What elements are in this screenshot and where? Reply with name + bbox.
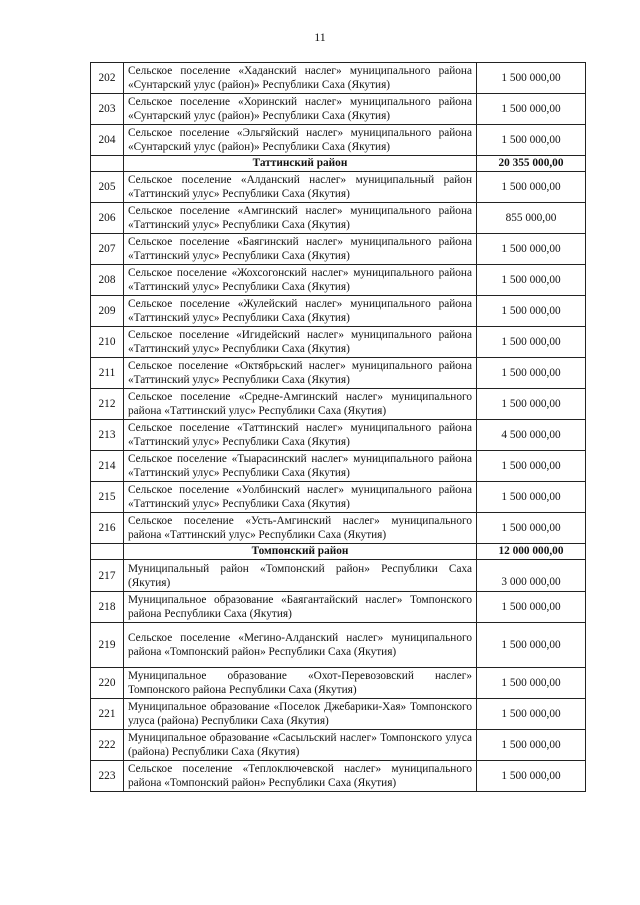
row-number: 210 <box>91 327 124 358</box>
budget-table <box>90 62 586 792</box>
amount: 1 500 000,00 <box>477 699 586 730</box>
row-number: 219 <box>91 623 124 668</box>
row-number: 206 <box>91 203 124 234</box>
district-num-cell <box>91 544 124 560</box>
amount: 1 500 000,00 <box>477 623 586 668</box>
recipient-name: Сельское поселение «Амгинский наслег» муниципального района «Таттинский улус» Республики Саха (Якутия) <box>124 203 477 234</box>
table-row <box>91 668 586 699</box>
recipient-name: Сельское поселение «Хоринский наслег» муниципального района «Сунтарский улус (район)» Республики Саха (Якутия) <box>124 94 477 125</box>
recipient-name: Муниципальное образование «Поселок Джебарики-Хая» Томпонского улуса (района) Республики Саха (Якутия) <box>124 699 477 730</box>
row-number: 214 <box>91 451 124 482</box>
recipient-name: Сельское поселение «Тыарасинский наслег» муниципального района «Таттинский улус» Республики Саха (Якутия) <box>124 451 477 482</box>
row-number: 222 <box>91 730 124 761</box>
table-row <box>91 761 586 792</box>
table-row <box>91 389 586 420</box>
recipient-name: Сельское поселение «Баягинский наслег» муниципального района «Таттинский улус» Республики Саха (Якутия) <box>124 234 477 265</box>
table-row <box>91 730 586 761</box>
table-row <box>91 513 586 544</box>
amount: 3 000 000,00 <box>477 560 586 592</box>
row-number: 205 <box>91 172 124 203</box>
row-number: 207 <box>91 234 124 265</box>
table-row <box>91 265 586 296</box>
table-row <box>91 623 586 668</box>
recipient-name: Муниципальный район «Томпонский район» Республики Саха (Якутия) <box>124 560 477 592</box>
amount: 1 500 000,00 <box>477 172 586 203</box>
recipient-name: Муниципальное образование «Сасыльский наслег» Томпонского улуса (района) Республики Саха (Якутия) <box>124 730 477 761</box>
district-name: Томпонский район <box>124 544 477 560</box>
recipient-name: Сельское поселение «Таттинский наслег» муниципального района «Таттинский улус» Республики Саха (Якутия) <box>124 420 477 451</box>
amount: 4 500 000,00 <box>477 420 586 451</box>
row-number: 218 <box>91 592 124 623</box>
amount: 1 500 000,00 <box>477 94 586 125</box>
recipient-name: Сельское поселение «Теплоключевской наслег» муниципального района «Томпонский район» Республики Саха (Якутия) <box>124 761 477 792</box>
amount: 1 500 000,00 <box>477 513 586 544</box>
table-row <box>91 327 586 358</box>
row-number: 220 <box>91 668 124 699</box>
table-row <box>91 234 586 265</box>
row-number: 202 <box>91 63 124 94</box>
recipient-name: Муниципальное образование «Охот-Перевозовский наслег» Томпонского района Республики Саха (Якутия) <box>124 668 477 699</box>
district-total: 12 000 000,00 <box>477 544 586 560</box>
row-number: 208 <box>91 265 124 296</box>
table-row <box>91 203 586 234</box>
recipient-name: Сельское поселение «Октябрьский наслег» муниципального района «Таттинский улус» Республики Саха (Якутия) <box>124 358 477 389</box>
district-num-cell <box>91 156 124 172</box>
table-row <box>91 63 586 94</box>
table-row <box>91 420 586 451</box>
table-row <box>91 560 586 592</box>
recipient-name: Муниципальное образование «Баягантайский наслег» Томпонского района Республики Саха (Якутия) <box>124 592 477 623</box>
amount: 1 500 000,00 <box>477 358 586 389</box>
row-number: 223 <box>91 761 124 792</box>
amount: 1 500 000,00 <box>477 63 586 94</box>
table-row <box>91 451 586 482</box>
table-row <box>91 172 586 203</box>
district-total: 20 355 000,00 <box>477 156 586 172</box>
amount: 1 500 000,00 <box>477 234 586 265</box>
table-row <box>91 125 586 156</box>
amount: 1 500 000,00 <box>477 730 586 761</box>
recipient-name: Сельское поселение «Эльгяйский наслег» муниципального района «Сунтарский улус (район)» Республики Саха (Якутия) <box>124 125 477 156</box>
amount: 1 500 000,00 <box>477 389 586 420</box>
recipient-name: Сельское поселение «Средне-Амгинский наслег» муниципального района «Таттинский улус» Республики Саха (Якутия) <box>124 389 477 420</box>
row-number: 213 <box>91 420 124 451</box>
amount: 1 500 000,00 <box>477 265 586 296</box>
amount: 1 500 000,00 <box>477 327 586 358</box>
recipient-name: Сельское поселение «Жулейский наслег» муниципального района «Таттинский улус» Республики Саха (Якутия) <box>124 296 477 327</box>
amount: 855 000,00 <box>477 203 586 234</box>
row-number: 217 <box>91 560 124 592</box>
row-number: 204 <box>91 125 124 156</box>
recipient-name: Сельское поселение «Алданский наслег» муниципальный район «Таттинский улус» Республики Саха (Якутия) <box>124 172 477 203</box>
amount: 1 500 000,00 <box>477 482 586 513</box>
row-number: 209 <box>91 296 124 327</box>
recipient-name: Сельское поселение «Мегино-Алданский наслег» муниципального района «Томпонский район» Республики Саха (Якутия) <box>124 623 477 668</box>
amount: 1 500 000,00 <box>477 592 586 623</box>
table-row <box>91 358 586 389</box>
recipient-name: Сельское поселение «Игидейский наслег» муниципального района «Таттинский улус» Республики Саха (Якутия) <box>124 327 477 358</box>
recipient-name: Сельское поселение «Хаданский наслег» муниципального района «Сунтарский улус (район)» Республики Саха (Якутия) <box>124 63 477 94</box>
row-number: 203 <box>91 94 124 125</box>
amount: 1 500 000,00 <box>477 125 586 156</box>
amount: 1 500 000,00 <box>477 668 586 699</box>
amount: 1 500 000,00 <box>477 451 586 482</box>
district-name: Таттинский район <box>124 156 477 172</box>
row-number: 215 <box>91 482 124 513</box>
table-body <box>91 63 586 792</box>
table-row <box>91 296 586 327</box>
table-row <box>91 592 586 623</box>
row-number: 211 <box>91 358 124 389</box>
district-header-row <box>91 156 586 172</box>
amount: 1 500 000,00 <box>477 761 586 792</box>
district-header-row <box>91 544 586 560</box>
amount: 1 500 000,00 <box>477 296 586 327</box>
recipient-name: Сельское поселение «Усть-Амгинский наслег» муниципального района «Таттинский улус» Республики Саха (Якутия) <box>124 513 477 544</box>
table-row <box>91 482 586 513</box>
row-number: 216 <box>91 513 124 544</box>
page-number: 11 <box>314 30 326 44</box>
row-number: 212 <box>91 389 124 420</box>
row-number: 221 <box>91 699 124 730</box>
recipient-name: Сельское поселение «Уолбинский наслег» муниципального района «Таттинский улус» Республики Саха (Якутия) <box>124 482 477 513</box>
table-row <box>91 699 586 730</box>
recipient-name: Сельское поселение «Жохсогонский наслег» муниципального района «Таттинский улус» Республики Саха (Якутия) <box>124 265 477 296</box>
table-row <box>91 94 586 125</box>
